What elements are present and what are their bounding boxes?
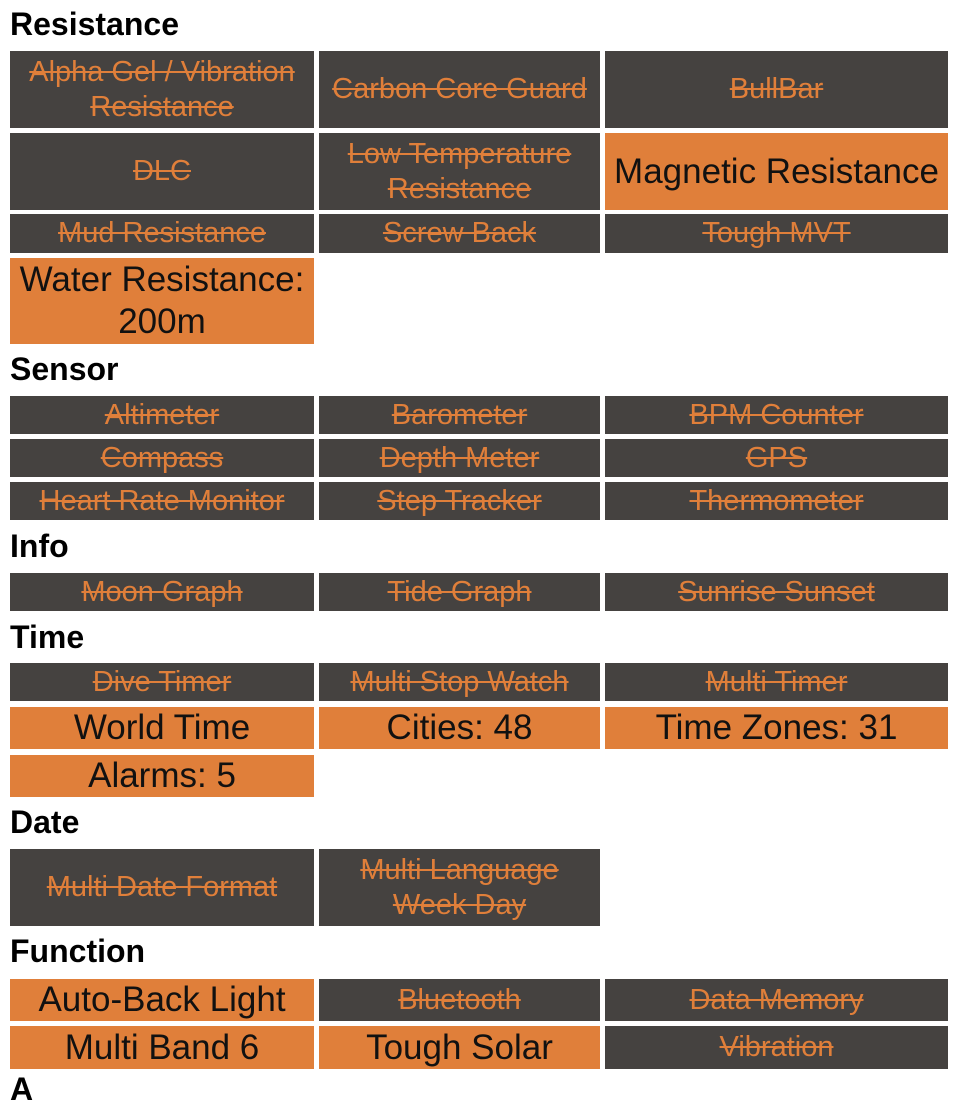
feature-cell-depth-meter: Depth Meter bbox=[319, 439, 600, 477]
section-title: Function bbox=[10, 933, 146, 969]
feature-cell-tough-solar: Tough Solar bbox=[319, 1026, 600, 1069]
section-title: A bbox=[10, 1071, 34, 1107]
feature-cell-gps: GPS bbox=[605, 439, 948, 477]
feature-cell-water-resistance-200m: Water Resistance: 200m bbox=[10, 258, 314, 344]
section-title: Time bbox=[10, 619, 85, 655]
feature-cell-bpm-counter: BPM Counter bbox=[605, 396, 948, 434]
feature-cell-multi-date-format: Multi Date Format bbox=[10, 849, 314, 926]
feature-cell-thermometer: Thermometer bbox=[605, 482, 948, 520]
feature-cell-tide-graph: Tide Graph bbox=[319, 573, 600, 611]
feature-cell-barometer: Barometer bbox=[319, 396, 600, 434]
feature-cell-dlc: DLC bbox=[10, 133, 314, 210]
feature-cell-multi-language-week-day: Multi Language Week Day bbox=[319, 849, 600, 926]
feature-cell-altimeter: Altimeter bbox=[10, 396, 314, 434]
feature-cell-alpha-gel-vibration-resistance: Alpha Gel / Vibration Resistance bbox=[10, 51, 314, 128]
feature-cell-dive-timer: Dive Timer bbox=[10, 663, 314, 701]
feature-cell-sunrise-sunset: Sunrise Sunset bbox=[605, 573, 948, 611]
feature-cell-multi-band-6: Multi Band 6 bbox=[10, 1026, 314, 1069]
feature-cell-step-tracker: Step Tracker bbox=[319, 482, 600, 520]
feature-cell-mud-resistance: Mud Resistance bbox=[10, 214, 314, 253]
feature-cell-moon-graph: Moon Graph bbox=[10, 573, 314, 611]
feature-cell-data-memory: Data Memory bbox=[605, 979, 948, 1021]
feature-cell-multi-timer: Multi Timer bbox=[605, 663, 948, 701]
feature-cell-bullbar: BullBar bbox=[605, 51, 948, 128]
feature-cell-multi-stop-watch: Multi Stop Watch bbox=[319, 663, 600, 701]
feature-cell-low-temperature-resistance: Low Temperature Resistance bbox=[319, 133, 600, 210]
feature-cell-vibration: Vibration bbox=[605, 1026, 948, 1069]
section-title: Sensor bbox=[10, 351, 119, 387]
feature-cell-world-time: World Time bbox=[10, 707, 314, 749]
section-title: Date bbox=[10, 804, 80, 840]
feature-cell-heart-rate-monitor: Heart Rate Monitor bbox=[10, 482, 314, 520]
feature-cell-time-zones-31: Time Zones: 31 bbox=[605, 707, 948, 749]
feature-cell-alarms-5: Alarms: 5 bbox=[10, 755, 314, 797]
feature-cell-carbon-core-guard: Carbon Core Guard bbox=[319, 51, 600, 128]
feature-cell-cities-48: Cities: 48 bbox=[319, 707, 600, 749]
feature-cell-auto-back-light: Auto-Back Light bbox=[10, 979, 314, 1021]
feature-cell-tough-mvt: Tough MVT bbox=[605, 214, 948, 253]
feature-cell-screw-back: Screw Back bbox=[319, 214, 600, 253]
feature-cell-bluetooth: Bluetooth bbox=[319, 979, 600, 1021]
feature-cell-magnetic-resistance: Magnetic Resistance bbox=[605, 133, 948, 210]
feature-cell-compass: Compass bbox=[10, 439, 314, 477]
section-title: Resistance bbox=[10, 6, 179, 42]
section-title: Info bbox=[10, 528, 69, 564]
